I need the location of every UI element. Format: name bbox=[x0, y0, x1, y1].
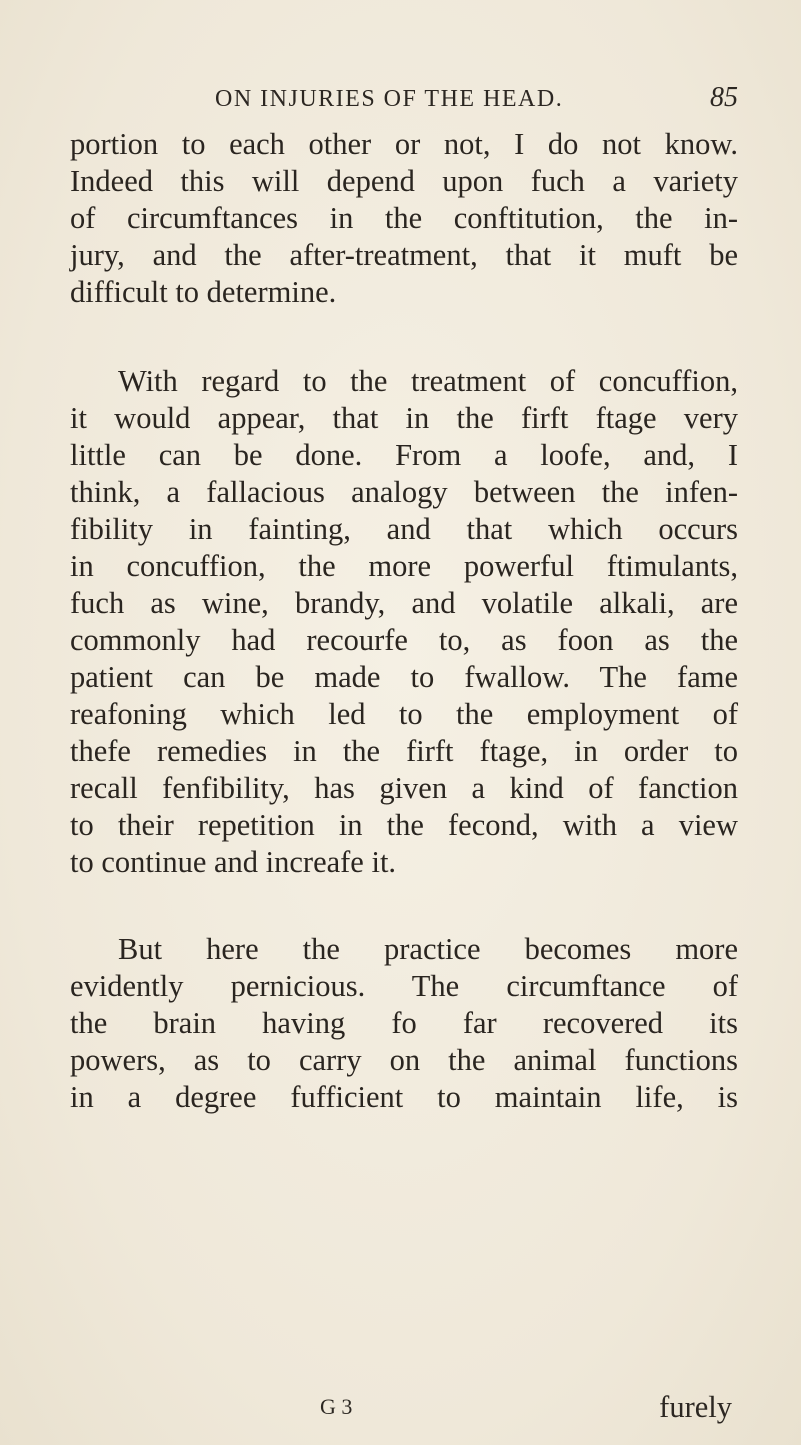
paragraph-1 bbox=[70, 126, 738, 311]
text-line: powers, as to carry on the animal functions bbox=[70, 1043, 738, 1077]
text-line: But here the practice becomes more bbox=[118, 932, 738, 966]
text-line: evidently pernicious. The circumftance of bbox=[70, 969, 738, 1003]
text-line: thefe remedies in the firft ftage, in order to bbox=[70, 734, 738, 768]
text-line: fibility in fainting, and that which occurs bbox=[70, 512, 738, 546]
text-line: recall fenfibility, has given a kind of fanction bbox=[70, 771, 738, 805]
text-line: difficult to determine. bbox=[70, 275, 337, 309]
text-line: in concuffion, the more powerful ftimulants, bbox=[70, 549, 738, 583]
text-line: With regard to the treatment of concuffion, bbox=[118, 364, 738, 398]
text-line: in a degree fufficient to maintain life, is bbox=[70, 1080, 738, 1114]
body-text bbox=[70, 126, 738, 1116]
text-line: patient can be made to fwallow. The fame bbox=[70, 660, 738, 694]
text-line: to their repetition in the fecond, with a view bbox=[70, 808, 738, 842]
running-head bbox=[0, 80, 801, 120]
text-line: it would appear, that in the firft ftage very bbox=[70, 401, 738, 435]
paragraph-gap bbox=[70, 311, 738, 363]
signature-mark: G 3 bbox=[320, 1394, 353, 1419]
page-number: 85 bbox=[710, 82, 738, 113]
text-line: Indeed this will depend upon fuch a variety bbox=[70, 164, 738, 198]
paragraph-gap bbox=[70, 881, 738, 931]
text-line: jury, and the after-treatment, that it muft be bbox=[70, 238, 738, 272]
catchword: furely bbox=[659, 1390, 732, 1424]
text-line: portion to each other or not, I do not know. bbox=[70, 127, 738, 161]
running-title: ON INJURIES OF THE HEAD. bbox=[215, 86, 564, 112]
text-line: think, a fallacious analogy between the infen- bbox=[70, 475, 738, 509]
text-line: reafoning which led to the employment of bbox=[70, 697, 738, 731]
paragraph-2 bbox=[70, 363, 738, 881]
text-line: little can be done. From a loofe, and, I bbox=[70, 438, 738, 472]
text-line: of circumftances in the conftitution, the in- bbox=[70, 201, 738, 235]
text-line: to continue and increafe it. bbox=[70, 845, 397, 879]
page-footer bbox=[70, 1387, 738, 1427]
paragraph-3 bbox=[70, 931, 738, 1116]
text-line: the brain having fo far recovered its bbox=[70, 1006, 738, 1040]
text-line: commonly had recourfe to, as foon as the bbox=[70, 623, 738, 657]
text-line: fuch as wine, brandy, and volatile alkali, are bbox=[70, 586, 738, 620]
